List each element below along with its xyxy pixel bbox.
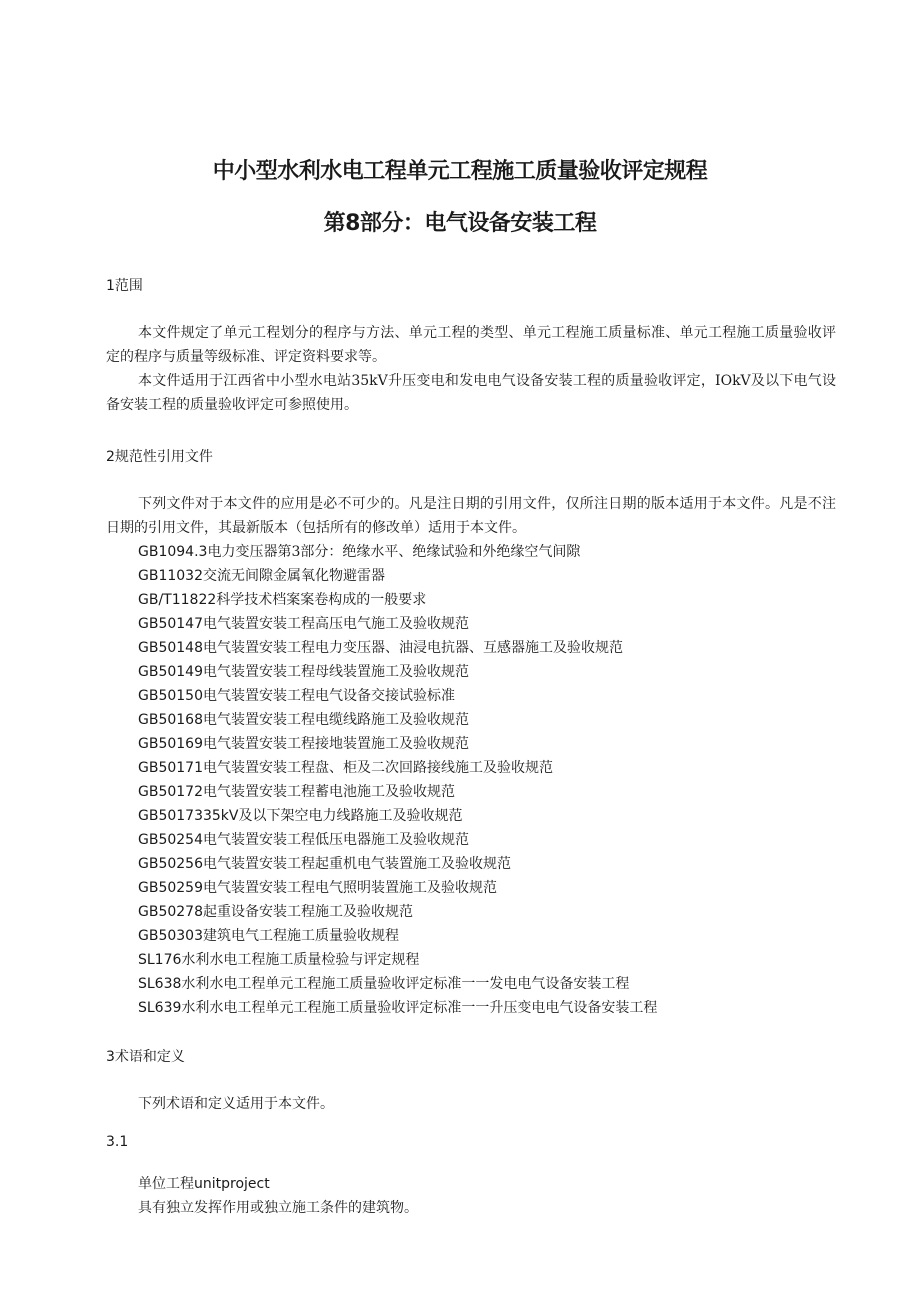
- reference-name: 电力变压器第3部分：绝缘水平、绝缘试验和外绝缘空气间隙: [207, 544, 581, 560]
- reference-name: 电气装置安装工程电气设备交接试验标准: [203, 688, 455, 704]
- reference-code: GB5017335kV: [138, 808, 239, 824]
- terms-intro: 下列术语和定义适用于本文件。: [138, 1096, 334, 1112]
- reference-code: GB50256: [138, 856, 203, 872]
- reference-name: 起重设备安装工程施工及验收规范: [203, 904, 413, 920]
- reference-item: [138, 684, 657, 708]
- reference-item: [138, 756, 657, 780]
- section-heading-terms: 3术语和定义: [106, 1049, 185, 1065]
- reference-item: [138, 612, 657, 636]
- reference-name: 交流无间隙金属氧化物避雷器: [203, 568, 385, 584]
- reference-item: [138, 876, 657, 900]
- document-subtitle: 第8部分：电气设备安装工程: [323, 211, 597, 236]
- reference-code: GB11032: [138, 568, 203, 584]
- reference-code: GB50171: [138, 760, 203, 776]
- reference-name: 水利水电工程施工质量检验与评定规程: [181, 952, 420, 968]
- reference-name: 水利水电工程单元工程施工质量验收评定标准一一发电电气设备安装工程: [181, 976, 630, 992]
- reference-name: 水利水电工程单元工程施工质量验收评定标准一一升压变电电气设备安装工程: [181, 1000, 658, 1016]
- reference-item: [138, 564, 657, 588]
- reference-code: GB50254: [138, 832, 203, 848]
- reference-name: 建筑电气工程施工质量验收规程: [203, 928, 399, 944]
- reference-item: [138, 540, 657, 564]
- reference-code: GB50169: [138, 736, 203, 752]
- reference-code: GB50168: [138, 712, 203, 728]
- reference-item: [138, 948, 657, 972]
- reference-name: 电气装置安装工程电缆线路施工及验收规范: [203, 712, 469, 728]
- reference-item: [138, 828, 657, 852]
- reference-name: 电气装置安装工程高压电气施工及验收规范: [203, 616, 469, 632]
- term-title: [138, 1173, 270, 1193]
- section-heading-scope: 1范围: [106, 278, 143, 294]
- term-name-cn: 单位工程: [138, 1176, 194, 1192]
- term-name-en: unitproject: [194, 1176, 270, 1192]
- reference-item: [138, 732, 657, 756]
- reference-code: SL176: [138, 952, 182, 968]
- reference-item: [138, 804, 657, 828]
- reference-code: GB50259: [138, 880, 203, 896]
- reference-code: GB50278: [138, 904, 203, 920]
- reference-item: [138, 924, 657, 948]
- reference-code: GB50149: [138, 664, 203, 680]
- reference-item: [138, 996, 657, 1020]
- reference-item: [138, 588, 657, 612]
- reference-list: [138, 540, 657, 1020]
- term-number: 3.1: [106, 1134, 129, 1150]
- reference-item: [138, 900, 657, 924]
- reference-item: [138, 780, 657, 804]
- reference-code: GB50303: [138, 928, 203, 944]
- reference-name: 电气装置安装工程接地装置施工及验收规范: [203, 736, 469, 752]
- reference-name: 电气装置安装工程起重机电气装置施工及验收规范: [203, 856, 511, 872]
- reference-item: [138, 852, 657, 876]
- reference-code: SL639: [138, 1000, 182, 1016]
- scope-paragraph-1: 本文件规定了单元工程划分的程序与方法、单元工程的类型、单元工程施工质量标准、单元工程施工质量验收评定的程序与质量等级标准、评定资料要求等。: [106, 325, 836, 365]
- reference-name: 及以下架空电力线路施工及验收规范: [238, 808, 463, 824]
- reference-code: GB1094.3: [138, 544, 208, 560]
- reference-code: GB50148: [138, 640, 203, 656]
- reference-name: 电气装置安装工程母线装置施工及验收规范: [203, 664, 469, 680]
- normative-intro: 下列文件对于本文件的应用是必不可少的。凡是注日期的引用文件，仅所注日期的版本适用于本文件。凡是不注日期的引用文件，其最新版本（包括所有的修改单）适用于本文件。: [106, 496, 836, 536]
- reference-name: 电气装置安装工程盘、柜及二次回路接线施工及验收规范: [203, 760, 553, 776]
- reference-code: GB50150: [138, 688, 203, 704]
- reference-code: GB50147: [138, 616, 203, 632]
- reference-item: [138, 660, 657, 684]
- reference-name: 电气装置安装工程电力变压器、油浸电抗器、互感器施工及验收规范: [203, 640, 623, 656]
- reference-code: GB50172: [138, 784, 203, 800]
- section-heading-normative: 2规范性引用文件: [106, 449, 213, 465]
- reference-code: SL638: [138, 976, 182, 992]
- document-title: 中小型水利水电工程单元工程施工质量验收评定规程: [212, 159, 708, 184]
- reference-name: 电气装置安装工程蓄电池施工及验收规范: [203, 784, 455, 800]
- reference-code: GB/T11822: [138, 592, 217, 608]
- term-definition: 具有独立发挥作用或独立施工条件的建筑物。: [138, 1200, 418, 1216]
- reference-item: [138, 636, 657, 660]
- reference-name: 电气装置安装工程低压电器施工及验收规范: [203, 832, 469, 848]
- scope-paragraph-2: 本文件适用于江西省中小型水电站35kV升压变电和发电电气设备安装工程的质量验收评定，IOkV及以下电气设备安装工程的质量验收评定可参照使用。: [106, 373, 836, 413]
- reference-item: [138, 708, 657, 732]
- reference-name: 科学技术档案案卷构成的一般要求: [216, 592, 427, 608]
- reference-item: [138, 972, 657, 996]
- reference-name: 电气装置安装工程电气照明装置施工及验收规范: [203, 880, 497, 896]
